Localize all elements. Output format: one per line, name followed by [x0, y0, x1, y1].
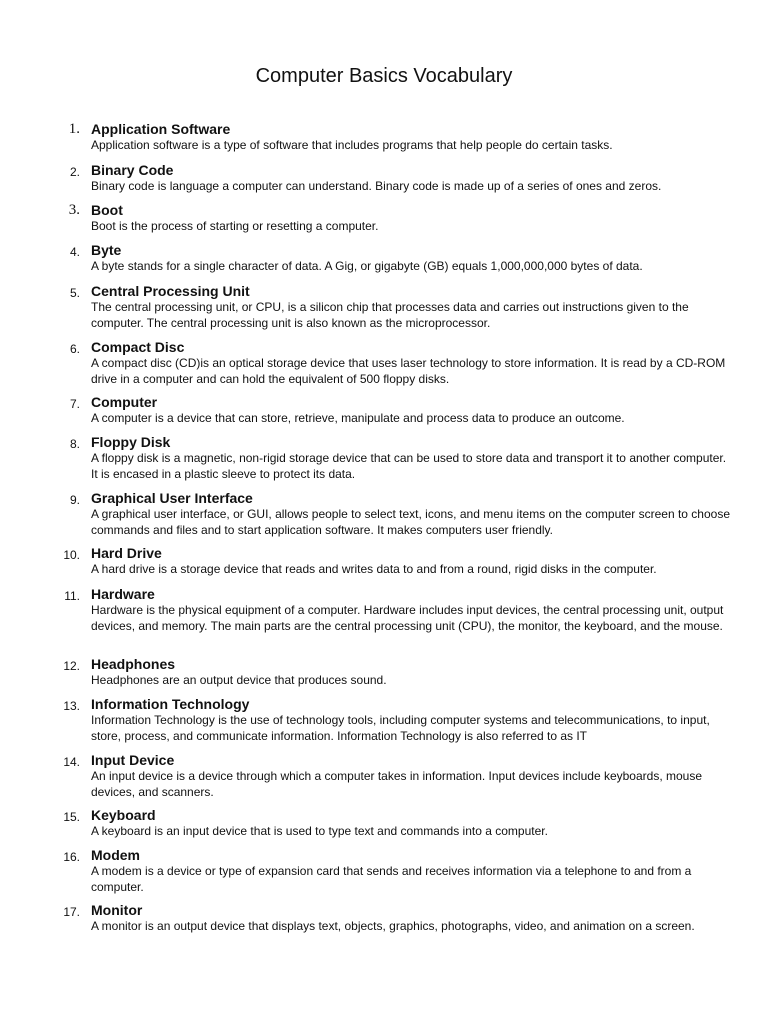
- entry-definition: A graphical user interface, or GUI, allows people to select text, icons, and menu items on the computer screen to choose commands and files and to start application software. It makes computers user friendly.: [91, 507, 730, 537]
- entry-number: 14.: [63, 755, 80, 769]
- entry-number: 10.: [63, 548, 80, 562]
- entry-number: 17.: [63, 905, 80, 919]
- entry-term: Compact Disc: [91, 339, 185, 355]
- entry-term: Computer: [91, 394, 158, 410]
- entry-term: Input Device: [91, 752, 175, 768]
- entry-number: 2.: [69, 165, 80, 179]
- entry-definition: A compact disc (CD)is an optical storage device that uses laser technology to store information. It is read by a CD-ROM drive in a computer and can hold the equivalent of 500 floppy disks.: [91, 356, 726, 386]
- entry-definition: Boot is the process of starting or resetting a computer.: [91, 219, 379, 233]
- entry-definition: The central processing unit, or CPU, is a silicon chip that processes data and carries out instructions given to the computer. The central processing unit is also known as the microprocessor.: [91, 300, 689, 330]
- entry-number: 16.: [63, 850, 80, 864]
- entry-definition: Information Technology is the use of technology tools, including computer systems and telecommunications, to input, store, process, and communicate information. Information Technology is also referred to as IT: [91, 713, 710, 743]
- entry-term: Modem: [91, 847, 140, 863]
- entry-definition: Headphones are an output device that produces sound.: [91, 673, 387, 687]
- entry-term: Monitor: [91, 902, 143, 918]
- entry-term: Central Processing Unit: [91, 283, 250, 299]
- entry-definition: Application software is a type of software that includes programs that help people do certain tasks.: [91, 138, 613, 152]
- entry-number: 8.: [69, 437, 80, 451]
- entry-definition: A byte stands for a single character of data. A Gig, or gigabyte (GB) equals 1,000,000,000 bytes of data.: [91, 259, 643, 273]
- entry-term: Application Software: [91, 121, 231, 137]
- entry-definition: A hard drive is a storage device that reads and writes data to and from a round, rigid disks in the computer.: [91, 562, 657, 576]
- entry-term: Boot: [91, 202, 123, 218]
- entry-definition: A computer is a device that can store, retrieve, manipulate and process data to produce an outcome.: [91, 411, 625, 425]
- entry-definition: Hardware is the physical equipment of a computer. Hardware includes input devices, the central processing unit, output devices, and memory. The main parts are the central processing unit (CPU), the monitor, the keyboard, and the mouse.: [91, 603, 724, 633]
- entry-number: 7.: [69, 397, 80, 411]
- entry-definition: An input device is a device through which a computer takes in information. Input devices include keyboards, mouse devices, and scanners.: [91, 769, 703, 799]
- entry-definition: A monitor is an output device that displays text, objects, graphics, photographs, video, and animation on a screen.: [91, 919, 695, 933]
- entry-number: 13.: [63, 699, 80, 713]
- entry-definition: A keyboard is an input device that is used to type text and commands into a computer.: [91, 824, 548, 838]
- entry-definition: A floppy disk is a magnetic, non-rigid storage device that can be used to store data and transport it to another computer. It is encased in a plastic sleeve to protect its data.: [91, 451, 727, 481]
- entry-term: Graphical User Interface: [91, 490, 253, 506]
- entry-number: 1.: [68, 121, 80, 137]
- entry-number: 9.: [69, 493, 80, 507]
- entry-number: 6.: [69, 342, 80, 356]
- entry-term: Floppy Disk: [91, 434, 171, 450]
- entry-definition: A modem is a device or type of expansion card that sends and receives information via a telephone to and from a computer.: [91, 864, 692, 894]
- entry-term: Information Technology: [91, 696, 250, 712]
- entry-definition: Binary code is language a computer can understand. Binary code is made up of a series of ones and zeros.: [91, 179, 662, 193]
- entry-term: Hard Drive: [91, 545, 162, 561]
- entry-term: Binary Code: [91, 162, 174, 178]
- entry-number: 4.: [69, 245, 80, 259]
- entry-number: 11.: [64, 589, 80, 603]
- entry-number: 15.: [63, 810, 80, 824]
- entry-term: Byte: [91, 242, 122, 258]
- page-title: Computer Basics Vocabulary: [255, 65, 513, 87]
- entry-term: Keyboard: [91, 807, 156, 823]
- entry-number: 3.: [68, 202, 80, 218]
- entry-number: 5.: [69, 286, 80, 300]
- entry-number: 12.: [63, 659, 80, 673]
- entry-term: Headphones: [91, 656, 176, 672]
- entry-term: Hardware: [91, 586, 155, 602]
